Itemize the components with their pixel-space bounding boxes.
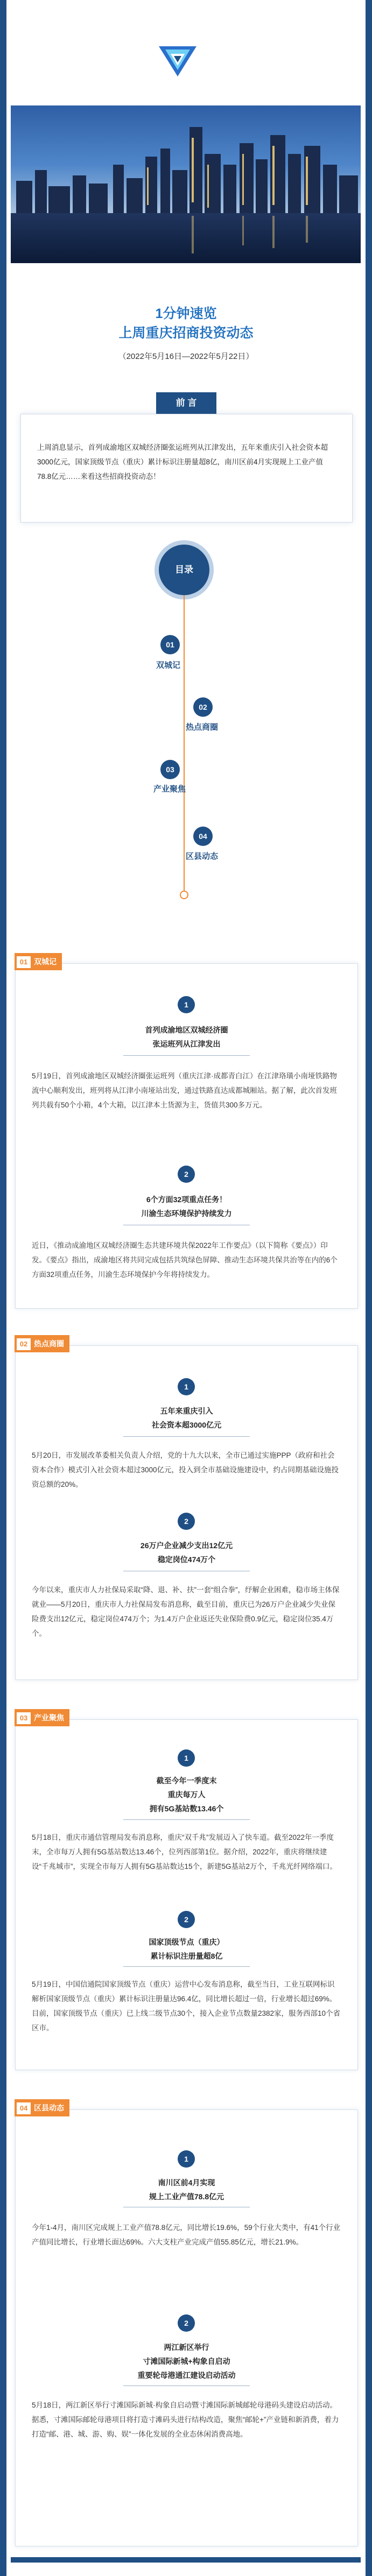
section-number: 01 xyxy=(17,956,31,968)
item-heading-line: 累计标识注册量超8亿 xyxy=(150,1952,223,1960)
section-number: 02 xyxy=(17,1338,31,1350)
item-heading xyxy=(16,1023,357,1051)
toc-timeline xyxy=(184,595,185,897)
section-title: 热点商圈 xyxy=(34,1339,64,1348)
item-heading-line: 寸滩国际新城+构象自启动 xyxy=(143,2357,230,2366)
toc-badge: 目录 xyxy=(159,545,209,595)
item-body: 5月18日，两江新区举行寸滩国际新城·构象自启动暨寸滩国际新城邮轮母港码头建设启动活动。据悉，寸滩国际邮轮母港项目将打造寸滩码头进行结构改造，聚焦“邮轮+”产业链和新消费，着力打造“邮、港、城、游、购、娱”一体化发展的全业态休闲消费高地。 xyxy=(32,2401,339,2438)
item-heading-line: 首列成渝地区双城经济圈 xyxy=(145,1026,228,1034)
headline-line1: 1分钟速览 xyxy=(155,306,217,321)
item-heading-line: 重要轮母港通江建设启动活动 xyxy=(137,2371,236,2380)
toc-item-4-num: 04 xyxy=(193,827,213,846)
item-body: 5月20日，市发展改革委相关负责人介绍，党的十九大以来，全市已通过实施PPP（政府和社会资本合作）模式引入社会资本超过3000亿元，投入到全市基础设施建设中，约占同期基础设施投资总额的20%。 xyxy=(32,1451,339,1488)
preface-text: 上周消息显示，首列成渝地区双城经济圈张运班列从江津发出，五年来重庆引入社会资本超3000亿元，国家顶级节点（重庆）累计标识注册量超8亿，南川区前4月实现规上工业产值78.8亿元……来看这些招商投资动态！ xyxy=(37,443,328,481)
item-number: 1 xyxy=(178,1378,195,1395)
item-heading xyxy=(16,2176,357,2204)
item-body: 近日，《推动成渝地区双城经济圈生态共建环境共保2022年工作要点》（以下简称《要点》）印发。《要点》指出，成渝地区将共同完成包括共筑绿色屏障、推动生态环境共保共治等在内的6个方面32项重点任务，川渝生态环境保护今年将持续发力。 xyxy=(32,1241,338,1279)
item-heading-line: 国家顶级节点（重庆） xyxy=(149,1938,224,1946)
toc-item-1-label[interactable]: 双城记 xyxy=(156,661,181,670)
item-heading-line: 社会资本超3000亿元 xyxy=(151,1421,222,1429)
section-number: 04 xyxy=(17,2102,31,2114)
section-card-1 xyxy=(15,957,358,1309)
headline-block xyxy=(0,304,372,362)
item-divider xyxy=(123,1819,250,1820)
item-heading-line: 拥有5G基站数13.46个 xyxy=(149,1804,224,1813)
item-heading-line: 26万户企业减少支出12亿元 xyxy=(140,1541,233,1550)
section-card-4 xyxy=(15,2104,358,2546)
item-heading-line: 南川区前4月实现 xyxy=(158,2178,215,2187)
toc-item-1-num: 01 xyxy=(160,635,180,654)
item-heading-line: 6个方面32项重点任务！ xyxy=(146,1195,227,1204)
toc-item-2-num: 02 xyxy=(193,697,213,717)
toc-item-2-label[interactable]: 热点商圈 xyxy=(186,723,219,732)
item-heading-line: 截至今年一季度末 xyxy=(156,1776,217,1785)
item-heading-line: 五年来重庆引入 xyxy=(160,1407,213,1415)
item-heading xyxy=(16,1404,357,1432)
item-number: 2 xyxy=(178,1513,195,1530)
section-number: 03 xyxy=(17,1712,31,1724)
section-card-2 xyxy=(15,1339,358,1680)
item-heading-line: 两江新区举行 xyxy=(164,2343,209,2352)
toc-item-4-label[interactable]: 区县动态 xyxy=(186,852,219,861)
item-body: 今年1-4月，南川区完成规上工业产值78.8亿元，同比增长19.6%，59个行业大类中，有41个行业产值同比增长，行业增长面达69%。六大支柱产业完成产值55.85亿元，增长21.9%。 xyxy=(32,2224,341,2246)
toc-item-3-label[interactable]: 产业聚焦 xyxy=(153,785,186,794)
item-divider xyxy=(123,1966,250,1967)
section-title: 产业聚焦 xyxy=(34,1713,64,1722)
item-number: 2 xyxy=(178,1166,195,1183)
section-tag-4 xyxy=(15,2099,69,2116)
item-number: 2 xyxy=(178,1911,195,1928)
item-heading-line: 规上工业产值78.8亿元 xyxy=(149,2192,224,2201)
item-heading-line: 稳定岗位474万个 xyxy=(157,1555,216,1564)
item-heading-line: 张运班列从江津发出 xyxy=(152,1040,221,1048)
item-body: 5月19日，中国信通院国家顶级节点（重庆）运营中心发布消息称，截至当日，工业互联网标识解析国家顶级节点（重庆）累计标识注册量达96.4亿，同比增长超过一倍，行业增长超过69%。目前，国家顶级节点（重庆）已上线二级节点30个，接入企业节点数量2382家，服务西部10个省区市。 xyxy=(32,1980,341,2032)
city-skyline-image xyxy=(11,105,361,263)
headline-line2: 上周重庆招商投资动态 xyxy=(118,326,254,341)
item-heading xyxy=(16,1774,357,1816)
footer-bar xyxy=(11,2557,361,2563)
item-divider xyxy=(123,1055,250,1056)
toc-item-3-num: 03 xyxy=(160,760,180,779)
item-body: 今年以来，重庆市人力社保局采取“降、退、补、扶”一套“组合拳”，纾解企业困难，稳市场主体保就业——5月20日，重庆市人力社保局发布消息称，截至目前，重庆已为26万户企业减少失业保险费支出12亿元，稳定岗位474万个；为1.4万户企业返还失业保险费0.9亿元，稳定岗位35.4万个。 xyxy=(32,1586,340,1638)
section-tag-3 xyxy=(15,1709,69,1726)
section-card-3 xyxy=(15,1713,358,2070)
section-tag-2 xyxy=(15,1335,69,1352)
item-heading xyxy=(16,2340,357,2382)
preface-label: 前 言 xyxy=(156,392,216,414)
item-number: 2 xyxy=(178,2314,195,2332)
preface-box xyxy=(20,414,353,523)
section-tag-1 xyxy=(15,953,62,970)
item-body: 5月18日，重庆市通信管理局发布消息称，重庆“双千兆”发展迈入了快车道。截至2022年一季度末，全市每万人拥有5G基站数达13.46个，位列西部第1位。据介绍，2022年，重庆将继续建设“千兆城市”，实现全市每万人拥有5G基站数达15个，新建5G基站2万个，千兆光纤网络端口。 xyxy=(32,1833,338,1871)
section-title: 区县动态 xyxy=(34,2104,64,2112)
date-range: （2022年5月16日—2022年5月22日） xyxy=(118,352,254,361)
brand-logo xyxy=(159,46,196,76)
item-heading-line: 川渝生态环境保护持续发力 xyxy=(141,1209,232,1218)
item-heading-line: 重庆每万人 xyxy=(167,1790,206,1799)
item-heading xyxy=(16,1192,357,1220)
section-title: 双城记 xyxy=(34,957,57,966)
item-number: 1 xyxy=(178,996,195,1013)
item-heading xyxy=(16,1538,357,1566)
item-number: 1 xyxy=(178,2150,195,2168)
item-heading xyxy=(16,1935,357,1963)
item-number: 1 xyxy=(178,1749,195,1767)
timeline-end-dot xyxy=(180,891,188,899)
item-divider xyxy=(123,1436,250,1437)
item-body: 5月19日，首列成渝地区双城经济圈张运班列（重庆江津·成都青白江）在江津珞璜小南垭铁路物流中心顺利发出，班列将从江津小南垭站出发，通过铁路直达成都城厢站。据了解，此次首发班列共载有50个小箱，4个大箱，以江津本土货源为主，货值共300多万元。 xyxy=(32,1072,338,1109)
